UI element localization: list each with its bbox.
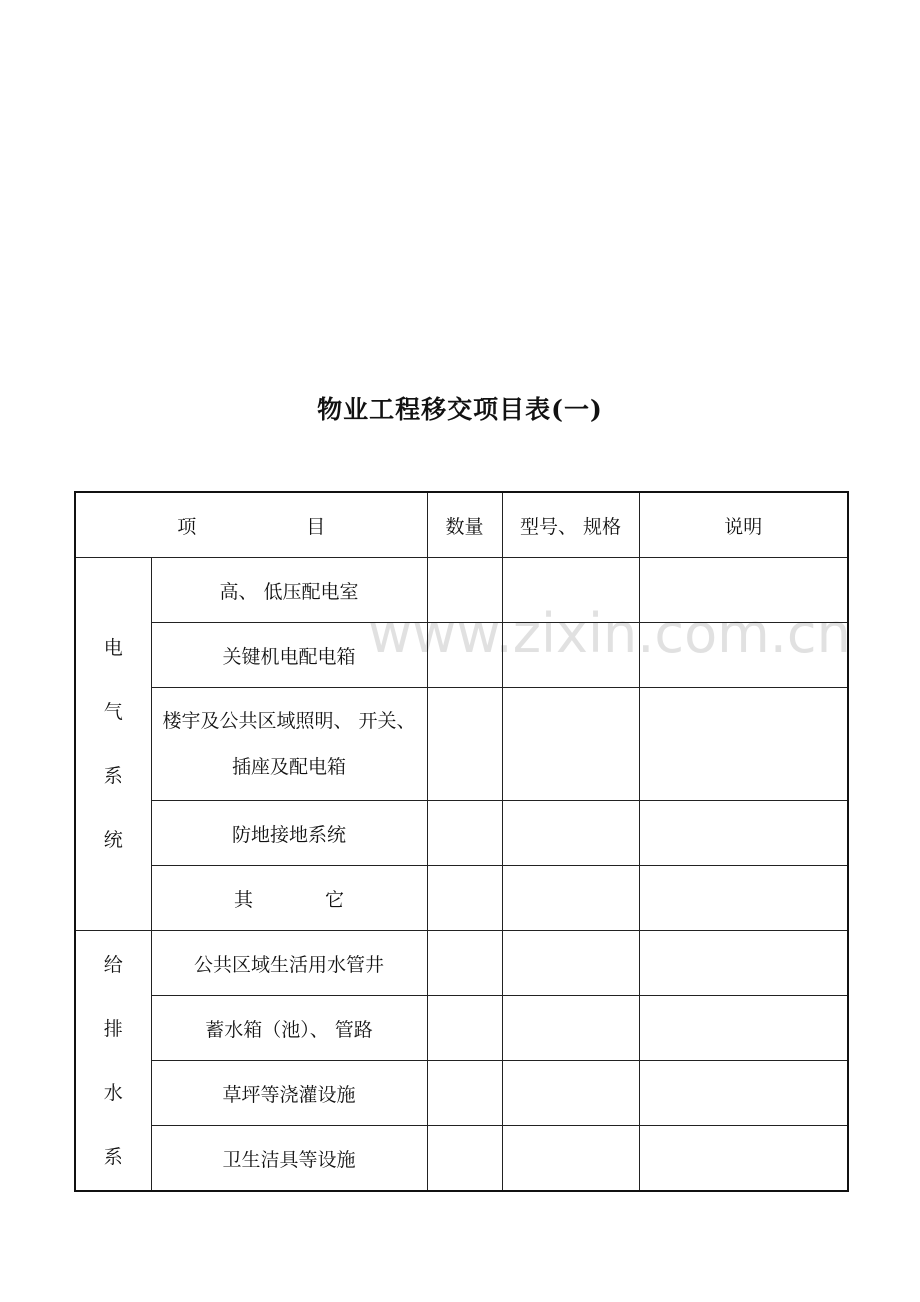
category-electrical xyxy=(75,558,151,931)
table-row xyxy=(75,996,848,1061)
table-row xyxy=(75,688,848,801)
table-row xyxy=(75,866,848,931)
item-name: 公共区域生活用水管井 xyxy=(151,931,427,996)
quantity-cell xyxy=(427,801,502,866)
item-name-other xyxy=(151,866,427,931)
category-char: 电 xyxy=(103,637,123,659)
table-row xyxy=(75,801,848,866)
category-char: 系 xyxy=(103,1145,123,1168)
model-spec-cell xyxy=(502,688,639,801)
description-cell xyxy=(639,688,848,801)
header-model-spec: 型号、 规格 xyxy=(502,492,639,558)
model-spec-cell xyxy=(502,1126,639,1192)
header-quantity: 数量 xyxy=(427,492,502,558)
description-cell xyxy=(639,623,848,688)
table-header-row xyxy=(75,492,848,558)
table-row xyxy=(75,1061,848,1126)
description-cell xyxy=(639,1126,848,1192)
description-cell xyxy=(639,801,848,866)
model-spec-cell xyxy=(502,866,639,931)
model-spec-cell xyxy=(502,558,639,623)
quantity-cell xyxy=(427,866,502,931)
other-left: 其 xyxy=(233,888,253,911)
item-name: 卫生洁具等设施 xyxy=(151,1126,427,1192)
item-name: 草坪等浇灌设施 xyxy=(151,1061,427,1126)
other-right: 它 xyxy=(325,888,345,911)
model-spec-cell xyxy=(502,996,639,1061)
description-cell xyxy=(639,866,848,931)
header-item-left: 项 xyxy=(177,515,197,538)
table-row xyxy=(75,623,848,688)
item-name: 蓄水箱（池）、 管路 xyxy=(151,996,427,1061)
quantity-cell xyxy=(427,1126,502,1192)
description-cell xyxy=(639,931,848,996)
category-char: 系 xyxy=(103,765,123,787)
quantity-cell xyxy=(427,1061,502,1126)
handover-items-table xyxy=(74,491,849,1192)
watermark: www.zixin.com.cn xyxy=(368,602,851,665)
header-description: 说明 xyxy=(639,492,848,558)
category-char: 水 xyxy=(103,1081,123,1104)
category-char: 气 xyxy=(103,701,123,723)
quantity-cell xyxy=(427,931,502,996)
category-char: 排 xyxy=(103,1017,123,1040)
model-spec-cell xyxy=(502,1061,639,1126)
description-cell xyxy=(639,558,848,623)
model-spec-cell xyxy=(502,623,639,688)
item-name: 高、 低压配电室 xyxy=(151,558,427,623)
quantity-cell xyxy=(427,558,502,623)
quantity-cell xyxy=(427,623,502,688)
quantity-cell xyxy=(427,688,502,801)
item-name: 防地接地系统 xyxy=(151,801,427,866)
item-name: 关键机电配电箱 xyxy=(151,623,427,688)
model-spec-cell xyxy=(502,801,639,866)
category-char: 给 xyxy=(103,953,123,976)
table-row xyxy=(75,558,848,623)
model-spec-cell xyxy=(502,931,639,996)
category-char: 统 xyxy=(103,829,123,851)
quantity-cell xyxy=(427,996,502,1061)
category-water-supply-drainage xyxy=(75,931,151,1192)
table-row xyxy=(75,1126,848,1192)
header-item xyxy=(75,492,427,558)
description-cell xyxy=(639,996,848,1061)
description-cell xyxy=(639,1061,848,1126)
page-title: 物业工程移交项目表(一) xyxy=(317,395,603,424)
header-item-right: 目 xyxy=(306,515,326,538)
item-name: 楼宇及公共区域照明、 开关、 插座及配电箱 xyxy=(151,688,427,801)
table-row xyxy=(75,931,848,996)
